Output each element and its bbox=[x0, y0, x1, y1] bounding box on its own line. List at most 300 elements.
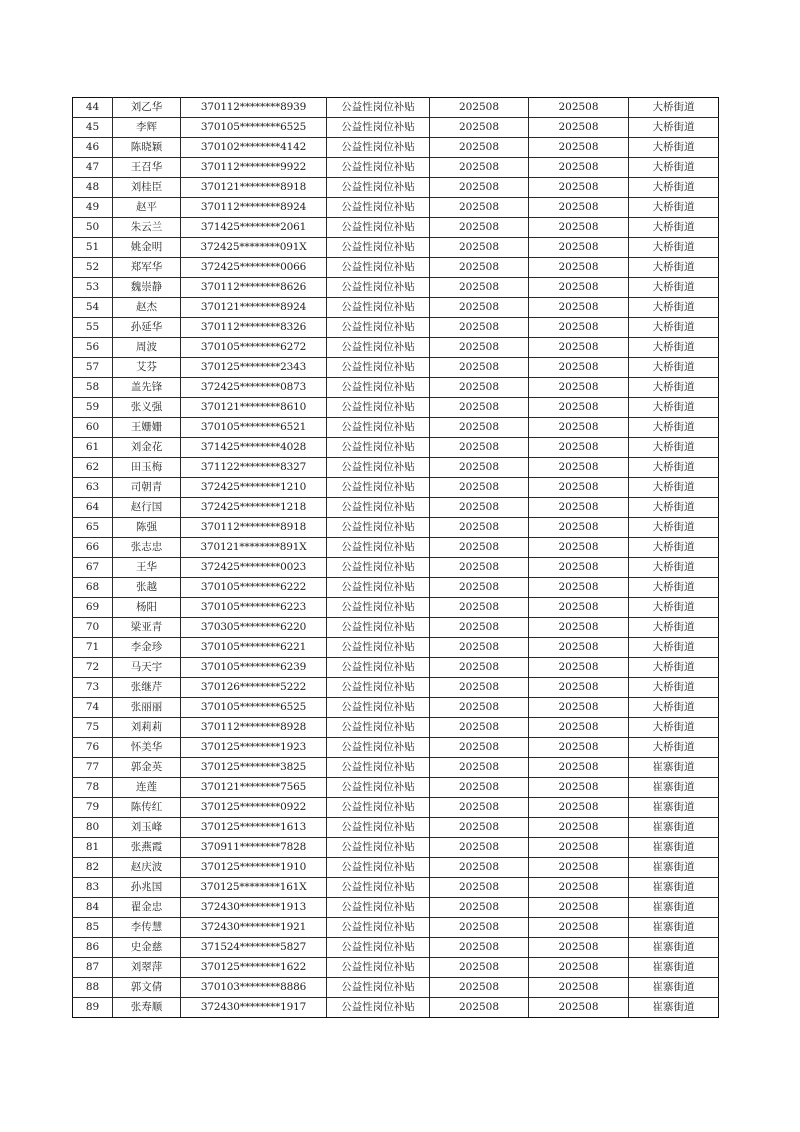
end-month-cell: 202508 bbox=[529, 878, 629, 898]
street-cell: 大桥街道 bbox=[629, 178, 719, 198]
street-cell: 大桥街道 bbox=[629, 418, 719, 438]
name-cell: 陈晓颖 bbox=[113, 138, 181, 158]
subsidy-type-cell: 公益性岗位补贴 bbox=[327, 338, 430, 358]
table-row bbox=[73, 618, 719, 638]
table-row bbox=[73, 838, 719, 858]
id-number-cell: 370105********6223 bbox=[181, 598, 327, 618]
start-month-cell: 202508 bbox=[430, 338, 529, 358]
subsidy-type-cell: 公益性岗位补贴 bbox=[327, 758, 430, 778]
subsidy-type-cell: 公益性岗位补贴 bbox=[327, 618, 430, 638]
street-cell: 大桥街道 bbox=[629, 538, 719, 558]
start-month-cell: 202508 bbox=[430, 758, 529, 778]
id-number-cell: 370125********3825 bbox=[181, 758, 327, 778]
end-month-cell: 202508 bbox=[529, 418, 629, 438]
subsidy-type-cell: 公益性岗位补贴 bbox=[327, 198, 430, 218]
subsidy-type-cell: 公益性岗位补贴 bbox=[327, 358, 430, 378]
street-cell: 大桥街道 bbox=[629, 598, 719, 618]
id-number-cell: 371524********5827 bbox=[181, 938, 327, 958]
table-row bbox=[73, 998, 719, 1018]
name-cell: 梁亚青 bbox=[113, 618, 181, 638]
row-number-cell: 58 bbox=[73, 378, 113, 398]
id-number-cell: 372425********1218 bbox=[181, 498, 327, 518]
row-number-cell: 67 bbox=[73, 558, 113, 578]
table-row bbox=[73, 458, 719, 478]
subsidy-type-cell: 公益性岗位补贴 bbox=[327, 458, 430, 478]
start-month-cell: 202508 bbox=[430, 618, 529, 638]
subsidy-type-cell: 公益性岗位补贴 bbox=[327, 898, 430, 918]
end-month-cell: 202508 bbox=[529, 138, 629, 158]
table-row bbox=[73, 498, 719, 518]
table-row bbox=[73, 898, 719, 918]
subsidy-type-cell: 公益性岗位补贴 bbox=[327, 438, 430, 458]
end-month-cell: 202508 bbox=[529, 558, 629, 578]
start-month-cell: 202508 bbox=[430, 738, 529, 758]
start-month-cell: 202508 bbox=[430, 258, 529, 278]
id-number-cell: 372425********0066 bbox=[181, 258, 327, 278]
name-cell: 司朝青 bbox=[113, 478, 181, 498]
table-row bbox=[73, 198, 719, 218]
table-row bbox=[73, 258, 719, 278]
id-number-cell: 370105********6521 bbox=[181, 418, 327, 438]
start-month-cell: 202508 bbox=[430, 598, 529, 618]
subsidy-type-cell: 公益性岗位补贴 bbox=[327, 258, 430, 278]
row-number-cell: 55 bbox=[73, 318, 113, 338]
subsidy-type-cell: 公益性岗位补贴 bbox=[327, 858, 430, 878]
row-number-cell: 69 bbox=[73, 598, 113, 618]
street-cell: 大桥街道 bbox=[629, 618, 719, 638]
id-number-cell: 370121********891X bbox=[181, 538, 327, 558]
name-cell: 李辉 bbox=[113, 118, 181, 138]
street-cell: 崔寨街道 bbox=[629, 858, 719, 878]
row-number-cell: 59 bbox=[73, 398, 113, 418]
start-month-cell: 202508 bbox=[430, 458, 529, 478]
row-number-cell: 53 bbox=[73, 278, 113, 298]
subsidy-type-cell: 公益性岗位补贴 bbox=[327, 738, 430, 758]
street-cell: 崔寨街道 bbox=[629, 838, 719, 858]
row-number-cell: 76 bbox=[73, 738, 113, 758]
end-month-cell: 202508 bbox=[529, 438, 629, 458]
row-number-cell: 54 bbox=[73, 298, 113, 318]
name-cell: 田玉梅 bbox=[113, 458, 181, 478]
subsidy-type-cell: 公益性岗位补贴 bbox=[327, 778, 430, 798]
start-month-cell: 202508 bbox=[430, 98, 529, 118]
subsidy-type-cell: 公益性岗位补贴 bbox=[327, 978, 430, 998]
street-cell: 大桥街道 bbox=[629, 258, 719, 278]
street-cell: 大桥街道 bbox=[629, 558, 719, 578]
table-row bbox=[73, 738, 719, 758]
start-month-cell: 202508 bbox=[430, 978, 529, 998]
row-number-cell: 73 bbox=[73, 678, 113, 698]
id-number-cell: 370103********8886 bbox=[181, 978, 327, 998]
id-number-cell: 370105********6525 bbox=[181, 698, 327, 718]
start-month-cell: 202508 bbox=[430, 138, 529, 158]
table-row bbox=[73, 578, 719, 598]
start-month-cell: 202508 bbox=[430, 118, 529, 138]
table-row bbox=[73, 778, 719, 798]
row-number-cell: 81 bbox=[73, 838, 113, 858]
id-number-cell: 370125********1923 bbox=[181, 738, 327, 758]
subsidy-type-cell: 公益性岗位补贴 bbox=[327, 698, 430, 718]
subsidy-type-cell: 公益性岗位补贴 bbox=[327, 918, 430, 938]
table-row bbox=[73, 758, 719, 778]
id-number-cell: 370125********1910 bbox=[181, 858, 327, 878]
end-month-cell: 202508 bbox=[529, 938, 629, 958]
row-number-cell: 86 bbox=[73, 938, 113, 958]
street-cell: 大桥街道 bbox=[629, 238, 719, 258]
table-row bbox=[73, 518, 719, 538]
name-cell: 张燕霞 bbox=[113, 838, 181, 858]
name-cell: 郭文倩 bbox=[113, 978, 181, 998]
street-cell: 大桥街道 bbox=[629, 218, 719, 238]
subsidy-type-cell: 公益性岗位补贴 bbox=[327, 718, 430, 738]
name-cell: 刘金花 bbox=[113, 438, 181, 458]
start-month-cell: 202508 bbox=[430, 578, 529, 598]
subsidy-roster-table bbox=[72, 97, 719, 1018]
subsidy-type-cell: 公益性岗位补贴 bbox=[327, 878, 430, 898]
name-cell: 姚金明 bbox=[113, 238, 181, 258]
street-cell: 大桥街道 bbox=[629, 698, 719, 718]
name-cell: 赵庆波 bbox=[113, 858, 181, 878]
start-month-cell: 202508 bbox=[430, 398, 529, 418]
subsidy-type-cell: 公益性岗位补贴 bbox=[327, 418, 430, 438]
table-row bbox=[73, 178, 719, 198]
start-month-cell: 202508 bbox=[430, 958, 529, 978]
subsidy-type-cell: 公益性岗位补贴 bbox=[327, 558, 430, 578]
row-number-cell: 46 bbox=[73, 138, 113, 158]
subsidy-type-cell: 公益性岗位补贴 bbox=[327, 218, 430, 238]
table-row bbox=[73, 158, 719, 178]
name-cell: 赵行国 bbox=[113, 498, 181, 518]
start-month-cell: 202508 bbox=[430, 678, 529, 698]
table-row bbox=[73, 438, 719, 458]
street-cell: 崔寨街道 bbox=[629, 818, 719, 838]
start-month-cell: 202508 bbox=[430, 378, 529, 398]
subsidy-type-cell: 公益性岗位补贴 bbox=[327, 318, 430, 338]
id-number-cell: 371425********4028 bbox=[181, 438, 327, 458]
start-month-cell: 202508 bbox=[430, 178, 529, 198]
id-number-cell: 372430********1917 bbox=[181, 998, 327, 1018]
end-month-cell: 202508 bbox=[529, 398, 629, 418]
street-cell: 大桥街道 bbox=[629, 498, 719, 518]
start-month-cell: 202508 bbox=[430, 238, 529, 258]
name-cell: 孙兆国 bbox=[113, 878, 181, 898]
end-month-cell: 202508 bbox=[529, 158, 629, 178]
subsidy-type-cell: 公益性岗位补贴 bbox=[327, 578, 430, 598]
table-row bbox=[73, 658, 719, 678]
end-month-cell: 202508 bbox=[529, 198, 629, 218]
end-month-cell: 202508 bbox=[529, 778, 629, 798]
end-month-cell: 202508 bbox=[529, 758, 629, 778]
row-number-cell: 75 bbox=[73, 718, 113, 738]
name-cell: 张继芹 bbox=[113, 678, 181, 698]
street-cell: 崔寨街道 bbox=[629, 938, 719, 958]
street-cell: 大桥街道 bbox=[629, 438, 719, 458]
start-month-cell: 202508 bbox=[430, 198, 529, 218]
subsidy-type-cell: 公益性岗位补贴 bbox=[327, 818, 430, 838]
start-month-cell: 202508 bbox=[430, 318, 529, 338]
row-number-cell: 51 bbox=[73, 238, 113, 258]
id-number-cell: 370112********9922 bbox=[181, 158, 327, 178]
id-number-cell: 370121********7565 bbox=[181, 778, 327, 798]
street-cell: 崔寨街道 bbox=[629, 918, 719, 938]
end-month-cell: 202508 bbox=[529, 738, 629, 758]
id-number-cell: 370305********6220 bbox=[181, 618, 327, 638]
street-cell: 大桥街道 bbox=[629, 278, 719, 298]
row-number-cell: 60 bbox=[73, 418, 113, 438]
id-number-cell: 372430********1921 bbox=[181, 918, 327, 938]
name-cell: 赵平 bbox=[113, 198, 181, 218]
end-month-cell: 202508 bbox=[529, 858, 629, 878]
start-month-cell: 202508 bbox=[430, 558, 529, 578]
name-cell: 连莲 bbox=[113, 778, 181, 798]
table-row bbox=[73, 338, 719, 358]
street-cell: 大桥街道 bbox=[629, 458, 719, 478]
table-row bbox=[73, 938, 719, 958]
table-body bbox=[73, 98, 719, 1018]
row-number-cell: 74 bbox=[73, 698, 113, 718]
name-cell: 李传慧 bbox=[113, 918, 181, 938]
row-number-cell: 77 bbox=[73, 758, 113, 778]
start-month-cell: 202508 bbox=[430, 858, 529, 878]
street-cell: 大桥街道 bbox=[629, 678, 719, 698]
table-row bbox=[73, 478, 719, 498]
end-month-cell: 202508 bbox=[529, 578, 629, 598]
start-month-cell: 202508 bbox=[430, 838, 529, 858]
end-month-cell: 202508 bbox=[529, 218, 629, 238]
name-cell: 刘桂臣 bbox=[113, 178, 181, 198]
row-number-cell: 48 bbox=[73, 178, 113, 198]
start-month-cell: 202508 bbox=[430, 798, 529, 818]
name-cell: 杨阳 bbox=[113, 598, 181, 618]
row-number-cell: 64 bbox=[73, 498, 113, 518]
name-cell: 陈传红 bbox=[113, 798, 181, 818]
start-month-cell: 202508 bbox=[430, 438, 529, 458]
subsidy-type-cell: 公益性岗位补贴 bbox=[327, 138, 430, 158]
table-row bbox=[73, 98, 719, 118]
street-cell: 崔寨街道 bbox=[629, 958, 719, 978]
row-number-cell: 57 bbox=[73, 358, 113, 378]
street-cell: 大桥街道 bbox=[629, 298, 719, 318]
end-month-cell: 202508 bbox=[529, 318, 629, 338]
subsidy-type-cell: 公益性岗位补贴 bbox=[327, 998, 430, 1018]
row-number-cell: 89 bbox=[73, 998, 113, 1018]
id-number-cell: 370126********5222 bbox=[181, 678, 327, 698]
id-number-cell: 370112********8918 bbox=[181, 518, 327, 538]
street-cell: 崔寨街道 bbox=[629, 978, 719, 998]
id-number-cell: 370112********8626 bbox=[181, 278, 327, 298]
id-number-cell: 370125********161X bbox=[181, 878, 327, 898]
end-month-cell: 202508 bbox=[529, 178, 629, 198]
end-month-cell: 202508 bbox=[529, 538, 629, 558]
id-number-cell: 370105********6239 bbox=[181, 658, 327, 678]
end-month-cell: 202508 bbox=[529, 618, 629, 638]
id-number-cell: 372425********0023 bbox=[181, 558, 327, 578]
street-cell: 大桥街道 bbox=[629, 718, 719, 738]
name-cell: 张丽丽 bbox=[113, 698, 181, 718]
end-month-cell: 202508 bbox=[529, 978, 629, 998]
street-cell: 崔寨街道 bbox=[629, 898, 719, 918]
row-number-cell: 44 bbox=[73, 98, 113, 118]
start-month-cell: 202508 bbox=[430, 358, 529, 378]
street-cell: 大桥街道 bbox=[629, 658, 719, 678]
name-cell: 张越 bbox=[113, 578, 181, 598]
subsidy-type-cell: 公益性岗位补贴 bbox=[327, 378, 430, 398]
start-month-cell: 202508 bbox=[430, 658, 529, 678]
row-number-cell: 68 bbox=[73, 578, 113, 598]
start-month-cell: 202508 bbox=[430, 498, 529, 518]
row-number-cell: 79 bbox=[73, 798, 113, 818]
start-month-cell: 202508 bbox=[430, 818, 529, 838]
subsidy-type-cell: 公益性岗位补贴 bbox=[327, 278, 430, 298]
id-number-cell: 370105********6272 bbox=[181, 338, 327, 358]
id-number-cell: 370112********8326 bbox=[181, 318, 327, 338]
start-month-cell: 202508 bbox=[430, 878, 529, 898]
street-cell: 大桥街道 bbox=[629, 518, 719, 538]
end-month-cell: 202508 bbox=[529, 678, 629, 698]
row-number-cell: 72 bbox=[73, 658, 113, 678]
table-row bbox=[73, 218, 719, 238]
end-month-cell: 202508 bbox=[529, 698, 629, 718]
end-month-cell: 202508 bbox=[529, 518, 629, 538]
end-month-cell: 202508 bbox=[529, 798, 629, 818]
table-row bbox=[73, 538, 719, 558]
table-row bbox=[73, 818, 719, 838]
table-row bbox=[73, 398, 719, 418]
start-month-cell: 202508 bbox=[430, 918, 529, 938]
end-month-cell: 202508 bbox=[529, 718, 629, 738]
end-month-cell: 202508 bbox=[529, 498, 629, 518]
end-month-cell: 202508 bbox=[529, 298, 629, 318]
end-month-cell: 202508 bbox=[529, 238, 629, 258]
row-number-cell: 56 bbox=[73, 338, 113, 358]
row-number-cell: 78 bbox=[73, 778, 113, 798]
start-month-cell: 202508 bbox=[430, 638, 529, 658]
name-cell: 王华 bbox=[113, 558, 181, 578]
name-cell: 刘玉峰 bbox=[113, 818, 181, 838]
id-number-cell: 370125********2343 bbox=[181, 358, 327, 378]
id-number-cell: 370121********8918 bbox=[181, 178, 327, 198]
subsidy-type-cell: 公益性岗位补贴 bbox=[327, 98, 430, 118]
name-cell: 魏崇静 bbox=[113, 278, 181, 298]
end-month-cell: 202508 bbox=[529, 918, 629, 938]
name-cell: 刘乙华 bbox=[113, 98, 181, 118]
name-cell: 怀美华 bbox=[113, 738, 181, 758]
row-number-cell: 62 bbox=[73, 458, 113, 478]
name-cell: 马天宇 bbox=[113, 658, 181, 678]
start-month-cell: 202508 bbox=[430, 298, 529, 318]
start-month-cell: 202508 bbox=[430, 218, 529, 238]
row-number-cell: 84 bbox=[73, 898, 113, 918]
street-cell: 大桥街道 bbox=[629, 338, 719, 358]
table-row bbox=[73, 238, 719, 258]
start-month-cell: 202508 bbox=[430, 518, 529, 538]
name-cell: 周波 bbox=[113, 338, 181, 358]
row-number-cell: 80 bbox=[73, 818, 113, 838]
street-cell: 大桥街道 bbox=[629, 318, 719, 338]
street-cell: 崔寨街道 bbox=[629, 878, 719, 898]
table-row bbox=[73, 298, 719, 318]
name-cell: 孙延华 bbox=[113, 318, 181, 338]
end-month-cell: 202508 bbox=[529, 458, 629, 478]
id-number-cell: 370102********4142 bbox=[181, 138, 327, 158]
end-month-cell: 202508 bbox=[529, 378, 629, 398]
table-row bbox=[73, 718, 719, 738]
subsidy-type-cell: 公益性岗位补贴 bbox=[327, 798, 430, 818]
table-row bbox=[73, 378, 719, 398]
name-cell: 陈强 bbox=[113, 518, 181, 538]
row-number-cell: 85 bbox=[73, 918, 113, 938]
end-month-cell: 202508 bbox=[529, 998, 629, 1018]
table-row bbox=[73, 858, 719, 878]
end-month-cell: 202508 bbox=[529, 278, 629, 298]
name-cell: 王姗姗 bbox=[113, 418, 181, 438]
end-month-cell: 202508 bbox=[529, 638, 629, 658]
street-cell: 大桥街道 bbox=[629, 738, 719, 758]
end-month-cell: 202508 bbox=[529, 258, 629, 278]
subsidy-type-cell: 公益性岗位补贴 bbox=[327, 238, 430, 258]
street-cell: 大桥街道 bbox=[629, 638, 719, 658]
subsidy-type-cell: 公益性岗位补贴 bbox=[327, 298, 430, 318]
end-month-cell: 202508 bbox=[529, 358, 629, 378]
row-number-cell: 45 bbox=[73, 118, 113, 138]
row-number-cell: 50 bbox=[73, 218, 113, 238]
row-number-cell: 70 bbox=[73, 618, 113, 638]
end-month-cell: 202508 bbox=[529, 958, 629, 978]
street-cell: 大桥街道 bbox=[629, 358, 719, 378]
name-cell: 刘莉莉 bbox=[113, 718, 181, 738]
row-number-cell: 66 bbox=[73, 538, 113, 558]
start-month-cell: 202508 bbox=[430, 278, 529, 298]
street-cell: 崔寨街道 bbox=[629, 758, 719, 778]
table-row bbox=[73, 318, 719, 338]
row-number-cell: 47 bbox=[73, 158, 113, 178]
id-number-cell: 372430********1913 bbox=[181, 898, 327, 918]
name-cell: 史金慈 bbox=[113, 938, 181, 958]
start-month-cell: 202508 bbox=[430, 998, 529, 1018]
start-month-cell: 202508 bbox=[430, 698, 529, 718]
name-cell: 郑军华 bbox=[113, 258, 181, 278]
subsidy-type-cell: 公益性岗位补贴 bbox=[327, 178, 430, 198]
table-row bbox=[73, 638, 719, 658]
table-row bbox=[73, 678, 719, 698]
id-number-cell: 370125********1622 bbox=[181, 958, 327, 978]
id-number-cell: 371425********2061 bbox=[181, 218, 327, 238]
id-number-cell: 370911********7828 bbox=[181, 838, 327, 858]
name-cell: 朱云兰 bbox=[113, 218, 181, 238]
street-cell: 崔寨街道 bbox=[629, 798, 719, 818]
id-number-cell: 372425********091X bbox=[181, 238, 327, 258]
street-cell: 大桥街道 bbox=[629, 198, 719, 218]
start-month-cell: 202508 bbox=[430, 478, 529, 498]
street-cell: 大桥街道 bbox=[629, 378, 719, 398]
start-month-cell: 202508 bbox=[430, 538, 529, 558]
table-row bbox=[73, 958, 719, 978]
row-number-cell: 82 bbox=[73, 858, 113, 878]
id-number-cell: 370105********6222 bbox=[181, 578, 327, 598]
table-row bbox=[73, 978, 719, 998]
row-number-cell: 61 bbox=[73, 438, 113, 458]
subsidy-type-cell: 公益性岗位补贴 bbox=[327, 598, 430, 618]
id-number-cell: 370125********0922 bbox=[181, 798, 327, 818]
table-row bbox=[73, 698, 719, 718]
row-number-cell: 71 bbox=[73, 638, 113, 658]
end-month-cell: 202508 bbox=[529, 338, 629, 358]
street-cell: 大桥街道 bbox=[629, 118, 719, 138]
end-month-cell: 202508 bbox=[529, 838, 629, 858]
row-number-cell: 49 bbox=[73, 198, 113, 218]
row-number-cell: 52 bbox=[73, 258, 113, 278]
street-cell: 大桥街道 bbox=[629, 478, 719, 498]
